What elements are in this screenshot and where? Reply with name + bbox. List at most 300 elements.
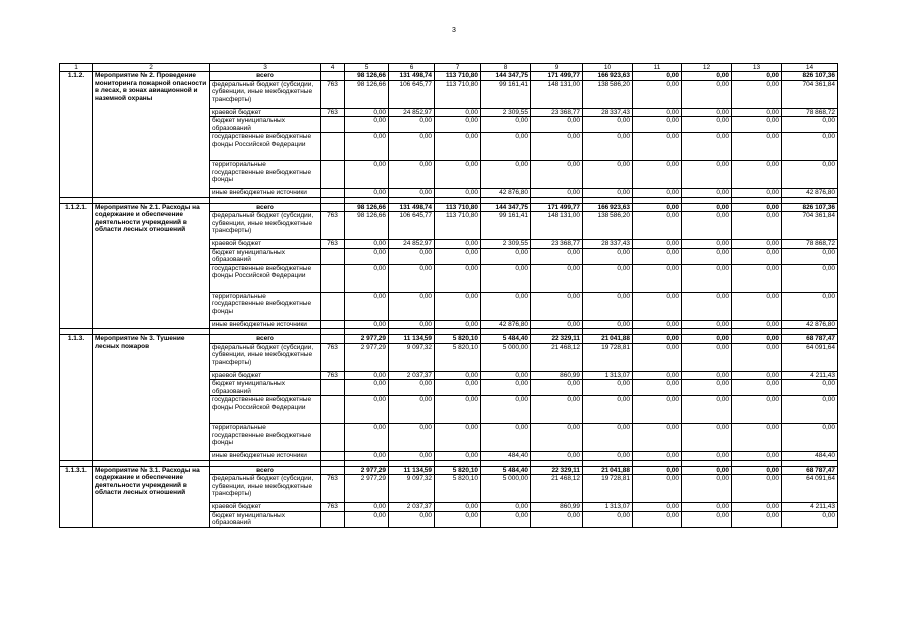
budget-code [321, 189, 345, 197]
amount-cell: 0,00 [732, 343, 782, 371]
amount-cell: 78 868,72 [782, 108, 838, 116]
amount-cell: 704 361,84 [782, 80, 838, 108]
amount-cell: 0,00 [389, 452, 435, 460]
funding-source-label: всего [210, 72, 321, 80]
amount-cell: 0,00 [633, 511, 682, 527]
amount-cell: 0,00 [732, 335, 782, 343]
amount-cell: 0,00 [633, 380, 682, 396]
budget-code: 763 [321, 80, 345, 108]
amount-cell: 0,00 [682, 380, 732, 396]
amount-cell: 484,40 [782, 452, 838, 460]
amount-cell: 131 498,74 [389, 72, 435, 80]
amount-cell: 0,00 [732, 72, 782, 80]
amount-cell: 0,00 [583, 511, 633, 527]
amount-cell: 0,00 [389, 292, 435, 320]
amount-cell: 0,00 [682, 466, 732, 474]
amount-cell: 0,00 [583, 264, 633, 292]
amount-cell: 0,00 [481, 248, 531, 264]
funding-source-label: федеральный бюджет (субсидии, субвенции, иные межбюджетные трансферты) [210, 475, 321, 503]
amount-cell: 0,00 [389, 511, 435, 527]
funding-source-label: федеральный бюджет (субсидии, субвенции, иные межбюджетные трансферты) [210, 212, 321, 240]
amount-cell: 144 347,75 [481, 203, 531, 211]
amount-cell: 24 852,97 [389, 108, 435, 116]
budget-code: 763 [321, 475, 345, 503]
amount-cell: 0,00 [732, 396, 782, 424]
amount-cell: 0,00 [389, 133, 435, 161]
funding-source-label: иные внебюджетные источники [210, 320, 321, 328]
amount-cell: 0,00 [633, 452, 682, 460]
amount-cell: 0,00 [389, 264, 435, 292]
amount-cell: 0,00 [633, 212, 682, 240]
funding-source-label: краевой бюджет [210, 503, 321, 511]
amount-cell: 113 710,80 [435, 80, 481, 108]
amount-cell: 28 337,43 [583, 240, 633, 248]
amount-cell: 0,00 [345, 264, 389, 292]
amount-cell: 0,00 [682, 511, 732, 527]
amount-cell: 0,00 [682, 248, 732, 264]
amount-cell: 138 586,20 [583, 212, 633, 240]
amount-cell: 9 097,32 [389, 475, 435, 503]
amount-cell: 21 468,12 [531, 475, 583, 503]
amount-cell: 0,00 [481, 511, 531, 527]
amount-cell: 21 041,88 [583, 466, 633, 474]
amount-cell: 2 309,55 [481, 108, 531, 116]
amount-cell: 0,00 [435, 189, 481, 197]
amount-cell: 0,00 [583, 133, 633, 161]
funding-source-label: государственные внебюджетные фонды Российской Федерации [210, 396, 321, 424]
amount-cell: 2 977,29 [345, 335, 389, 343]
amount-cell: 0,00 [633, 80, 682, 108]
amount-cell: 22 329,11 [531, 335, 583, 343]
budget-code [321, 511, 345, 527]
budget-code [321, 292, 345, 320]
funding-source-label: территориальные государственные внебюджетные фонды [210, 292, 321, 320]
amount-cell: 0,00 [633, 189, 682, 197]
budget-code: 763 [321, 108, 345, 116]
amount-cell: 28 337,43 [583, 108, 633, 116]
amount-cell: 0,00 [633, 503, 682, 511]
amount-cell: 0,00 [732, 320, 782, 328]
amount-cell: 2 977,29 [345, 343, 389, 371]
funding-source-label: всего [210, 203, 321, 211]
amount-cell: 0,00 [732, 264, 782, 292]
amount-cell: 0,00 [782, 292, 838, 320]
amount-cell: 860,99 [531, 503, 583, 511]
amount-cell: 0,00 [782, 511, 838, 527]
amount-cell: 0,00 [435, 503, 481, 511]
amount-cell: 0,00 [732, 108, 782, 116]
amount-cell: 0,00 [682, 452, 732, 460]
funding-source-label: бюджет муниципальных образований [210, 380, 321, 396]
budget-code [321, 396, 345, 424]
amount-cell: 0,00 [732, 80, 782, 108]
amount-cell: 0,00 [345, 161, 389, 189]
amount-cell: 0,00 [435, 161, 481, 189]
amount-cell: 0,00 [531, 424, 583, 452]
amount-cell: 0,00 [583, 320, 633, 328]
amount-cell: 0,00 [345, 117, 389, 133]
amount-cell: 0,00 [782, 248, 838, 264]
amount-cell: 0,00 [682, 240, 732, 248]
amount-cell: 5 820,10 [435, 466, 481, 474]
amount-cell: 171 499,77 [531, 72, 583, 80]
column-header: 7 [435, 64, 481, 72]
budget-code [321, 117, 345, 133]
amount-cell: 0,00 [389, 380, 435, 396]
amount-cell: 0,00 [682, 424, 732, 452]
amount-cell: 19 728,81 [583, 475, 633, 503]
budget-code [321, 320, 345, 328]
table-row [60, 72, 838, 80]
amount-cell: 0,00 [345, 240, 389, 248]
header-row [60, 64, 838, 72]
amount-cell: 0,00 [481, 503, 531, 511]
amount-cell: 0,00 [435, 108, 481, 116]
column-header: 3 [210, 64, 321, 72]
amount-cell: 0,00 [345, 189, 389, 197]
amount-cell: 0,00 [682, 264, 732, 292]
budget-code [321, 203, 345, 211]
amount-cell: 0,00 [583, 292, 633, 320]
amount-cell: 0,00 [531, 452, 583, 460]
amount-cell: 0,00 [583, 380, 633, 396]
amount-cell: 0,00 [583, 117, 633, 133]
amount-cell: 106 645,77 [389, 212, 435, 240]
item-name: Мероприятие № 2. Проведение мониторинга пожарной опасности в лесах, в зонах авиационной и наземной охраны [93, 72, 210, 197]
item-name: Мероприятие № 3. Тушение лесных пожаров [93, 335, 210, 460]
amount-cell: 0,00 [531, 133, 583, 161]
amount-cell: 0,00 [389, 320, 435, 328]
amount-cell: 21 468,12 [531, 343, 583, 371]
amount-cell: 0,00 [732, 117, 782, 133]
funding-source-label: всего [210, 335, 321, 343]
amount-cell: 0,00 [682, 108, 732, 116]
budget-code: 763 [321, 240, 345, 248]
amount-cell: 0,00 [682, 72, 732, 80]
amount-cell: 0,00 [531, 117, 583, 133]
amount-cell: 113 710,80 [435, 72, 481, 80]
amount-cell: 0,00 [435, 371, 481, 379]
amount-cell: 704 361,84 [782, 212, 838, 240]
amount-cell: 0,00 [435, 133, 481, 161]
column-header: 2 [93, 64, 210, 72]
amount-cell: 0,00 [782, 161, 838, 189]
amount-cell: 113 710,80 [435, 212, 481, 240]
amount-cell: 0,00 [682, 343, 732, 371]
amount-cell: 0,00 [732, 203, 782, 211]
funding-source-label: бюджет муниципальных образований [210, 248, 321, 264]
column-header: 9 [531, 64, 583, 72]
column-header: 11 [633, 64, 682, 72]
amount-cell: 0,00 [481, 371, 531, 379]
amount-cell: 0,00 [732, 511, 782, 527]
amount-cell: 0,00 [435, 396, 481, 424]
amount-cell: 42 876,80 [782, 320, 838, 328]
amount-cell: 0,00 [435, 452, 481, 460]
amount-cell: 0,00 [633, 108, 682, 116]
amount-cell: 11 134,59 [389, 335, 435, 343]
amount-cell: 0,00 [481, 133, 531, 161]
amount-cell: 5 820,10 [435, 335, 481, 343]
amount-cell: 0,00 [633, 292, 682, 320]
amount-cell: 0,00 [435, 424, 481, 452]
amount-cell: 0,00 [345, 292, 389, 320]
item-number: 1.1.3.1. [60, 466, 93, 527]
funding-source-label: краевой бюджет [210, 108, 321, 116]
item-name: Мероприятие № 2.1. Расходы на содержание и обеспечение деятельности учреждений в области лесных отношений [93, 203, 210, 328]
amount-cell: 0,00 [531, 264, 583, 292]
funding-source-label: территориальные государственные внебюджетные фонды [210, 161, 321, 189]
amount-cell: 0,00 [345, 108, 389, 116]
amount-cell: 0,00 [531, 248, 583, 264]
amount-cell: 0,00 [633, 320, 682, 328]
amount-cell: 0,00 [389, 161, 435, 189]
amount-cell: 0,00 [481, 117, 531, 133]
column-header: 14 [782, 64, 838, 72]
amount-cell: 0,00 [345, 320, 389, 328]
amount-cell: 0,00 [531, 189, 583, 197]
amount-cell: 0,00 [481, 380, 531, 396]
amount-cell: 68 787,47 [782, 335, 838, 343]
funding-source-label: федеральный бюджет (субсидии, субвенции, иные межбюджетные трансферты) [210, 343, 321, 371]
budget-code [321, 161, 345, 189]
amount-cell: 0,00 [633, 72, 682, 80]
amount-cell: 5 000,00 [481, 475, 531, 503]
table-row [60, 335, 838, 343]
amount-cell: 99 161,41 [481, 212, 531, 240]
amount-cell: 0,00 [732, 161, 782, 189]
amount-cell: 42 876,80 [481, 189, 531, 197]
amount-cell: 98 126,66 [345, 80, 389, 108]
budget-code [321, 466, 345, 474]
amount-cell: 2 309,55 [481, 240, 531, 248]
amount-cell: 0,00 [481, 396, 531, 424]
amount-cell: 0,00 [531, 396, 583, 424]
amount-cell: 0,00 [732, 424, 782, 452]
funding-source-label: бюджет муниципальных образований [210, 511, 321, 527]
amount-cell: 0,00 [435, 264, 481, 292]
amount-cell: 0,00 [782, 117, 838, 133]
amount-cell: 0,00 [682, 161, 732, 189]
amount-cell: 5 000,00 [481, 343, 531, 371]
amount-cell: 0,00 [682, 475, 732, 503]
amount-cell: 826 107,36 [782, 72, 838, 80]
amount-cell: 19 728,81 [583, 343, 633, 371]
amount-cell: 826 107,36 [782, 203, 838, 211]
budget-code [321, 380, 345, 396]
amount-cell: 0,00 [531, 292, 583, 320]
amount-cell: 0,00 [633, 424, 682, 452]
amount-cell: 0,00 [633, 335, 682, 343]
amount-cell: 99 161,41 [481, 80, 531, 108]
funding-source-label: государственные внебюджетные фонды Российской Федерации [210, 133, 321, 161]
item-number: 1.1.3. [60, 335, 93, 460]
amount-cell: 860,99 [531, 371, 583, 379]
amount-cell: 0,00 [682, 320, 732, 328]
amount-cell: 0,00 [633, 371, 682, 379]
amount-cell: 0,00 [633, 248, 682, 264]
budget-code [321, 264, 345, 292]
amount-cell: 0,00 [435, 511, 481, 527]
column-header: 5 [345, 64, 389, 72]
amount-cell: 106 645,77 [389, 80, 435, 108]
amount-cell: 0,00 [732, 212, 782, 240]
amount-cell: 0,00 [481, 161, 531, 189]
amount-cell: 23 368,77 [531, 240, 583, 248]
funding-source-label: краевой бюджет [210, 240, 321, 248]
amount-cell: 131 498,74 [389, 203, 435, 211]
amount-cell: 24 852,97 [389, 240, 435, 248]
amount-cell: 0,00 [345, 133, 389, 161]
item-number: 1.1.2. [60, 72, 93, 197]
amount-cell: 0,00 [435, 248, 481, 264]
amount-cell: 0,00 [732, 466, 782, 474]
budget-code [321, 72, 345, 80]
funding-source-label: иные внебюджетные источники [210, 189, 321, 197]
amount-cell: 0,00 [435, 380, 481, 396]
amount-cell: 0,00 [345, 511, 389, 527]
amount-cell: 0,00 [583, 396, 633, 424]
amount-cell: 0,00 [345, 248, 389, 264]
amount-cell: 0,00 [481, 424, 531, 452]
budget-code: 763 [321, 343, 345, 371]
amount-cell: 0,00 [782, 264, 838, 292]
amount-cell: 0,00 [682, 396, 732, 424]
amount-cell: 0,00 [732, 133, 782, 161]
amount-cell: 0,00 [435, 292, 481, 320]
amount-cell: 0,00 [389, 117, 435, 133]
amount-cell: 11 134,59 [389, 466, 435, 474]
amount-cell: 0,00 [389, 248, 435, 264]
amount-cell: 0,00 [531, 161, 583, 189]
budget-table [59, 63, 838, 528]
amount-cell: 0,00 [682, 292, 732, 320]
funding-source-label: краевой бюджет [210, 371, 321, 379]
amount-cell: 0,00 [732, 248, 782, 264]
amount-cell: 138 586,20 [583, 80, 633, 108]
amount-cell: 68 787,47 [782, 466, 838, 474]
amount-cell: 0,00 [345, 452, 389, 460]
amount-cell: 0,00 [682, 189, 732, 197]
column-header: 10 [583, 64, 633, 72]
amount-cell: 0,00 [732, 371, 782, 379]
amount-cell: 0,00 [435, 240, 481, 248]
funding-source-label: всего [210, 466, 321, 474]
amount-cell: 0,00 [732, 380, 782, 396]
amount-cell: 0,00 [531, 380, 583, 396]
amount-cell: 0,00 [782, 424, 838, 452]
amount-cell: 0,00 [531, 511, 583, 527]
item-name: Мероприятие № 3.1. Расходы на содержание и обеспечение деятельности учреждений в области лесных отношений [93, 466, 210, 527]
amount-cell: 0,00 [389, 424, 435, 452]
amount-cell: 0,00 [633, 203, 682, 211]
amount-cell: 0,00 [583, 248, 633, 264]
budget-code: 763 [321, 503, 345, 511]
amount-cell: 0,00 [682, 371, 732, 379]
column-header: 1 [60, 64, 93, 72]
amount-cell: 0,00 [682, 335, 732, 343]
amount-cell: 148 131,00 [531, 212, 583, 240]
amount-cell: 0,00 [481, 264, 531, 292]
budget-code: 763 [321, 212, 345, 240]
amount-cell: 9 097,32 [389, 343, 435, 371]
amount-cell: 0,00 [583, 161, 633, 189]
amount-cell: 98 126,66 [345, 72, 389, 80]
funding-source-label: федеральный бюджет (субсидии, субвенции, иные межбюджетные трансферты) [210, 80, 321, 108]
amount-cell: 171 499,77 [531, 203, 583, 211]
amount-cell: 0,00 [345, 396, 389, 424]
funding-source-label: территориальные государственные внебюджетные фонды [210, 424, 321, 452]
amount-cell: 166 923,63 [583, 72, 633, 80]
amount-cell: 2 037,37 [389, 503, 435, 511]
budget-code [321, 424, 345, 452]
amount-cell: 0,00 [389, 396, 435, 424]
amount-cell: 0,00 [732, 189, 782, 197]
amount-cell: 0,00 [345, 424, 389, 452]
amount-cell: 484,40 [481, 452, 531, 460]
amount-cell: 113 710,80 [435, 203, 481, 211]
amount-cell: 42 876,80 [481, 320, 531, 328]
amount-cell: 0,00 [782, 380, 838, 396]
amount-cell: 0,00 [345, 380, 389, 396]
amount-cell: 4 211,43 [782, 503, 838, 511]
amount-cell: 42 876,80 [782, 189, 838, 197]
budget-code [321, 248, 345, 264]
amount-cell: 144 347,75 [481, 72, 531, 80]
amount-cell: 4 211,43 [782, 371, 838, 379]
amount-cell: 64 091,64 [782, 343, 838, 371]
budget-code [321, 133, 345, 161]
amount-cell: 22 329,11 [531, 466, 583, 474]
amount-cell: 0,00 [633, 117, 682, 133]
table-row [60, 466, 838, 474]
amount-cell: 0,00 [682, 503, 732, 511]
amount-cell: 0,00 [633, 264, 682, 292]
amount-cell: 0,00 [732, 475, 782, 503]
amount-cell: 0,00 [583, 452, 633, 460]
item-number: 1.1.2.1. [60, 203, 93, 328]
budget-code: 763 [321, 371, 345, 379]
amount-cell: 0,00 [633, 396, 682, 424]
amount-cell: 0,00 [682, 212, 732, 240]
amount-cell: 5 820,10 [435, 475, 481, 503]
amount-cell: 0,00 [633, 475, 682, 503]
amount-cell: 0,00 [633, 240, 682, 248]
amount-cell: 0,00 [481, 292, 531, 320]
funding-source-label: иные внебюджетные источники [210, 452, 321, 460]
amount-cell: 98 126,66 [345, 212, 389, 240]
amount-cell: 23 368,77 [531, 108, 583, 116]
amount-cell: 0,00 [732, 292, 782, 320]
amount-cell: 98 126,66 [345, 203, 389, 211]
page-number: 3 [452, 27, 456, 34]
amount-cell: 0,00 [682, 117, 732, 133]
amount-cell: 0,00 [682, 80, 732, 108]
amount-cell: 5 484,40 [481, 466, 531, 474]
amount-cell: 64 091,64 [782, 475, 838, 503]
amount-cell: 0,00 [583, 424, 633, 452]
amount-cell: 0,00 [633, 466, 682, 474]
amount-cell: 21 041,88 [583, 335, 633, 343]
budget-code [321, 335, 345, 343]
amount-cell: 0,00 [732, 503, 782, 511]
column-header: 12 [682, 64, 732, 72]
amount-cell: 0,00 [633, 133, 682, 161]
column-header: 4 [321, 64, 345, 72]
amount-cell: 0,00 [782, 396, 838, 424]
amount-cell: 1 313,07 [583, 371, 633, 379]
amount-cell: 0,00 [389, 189, 435, 197]
